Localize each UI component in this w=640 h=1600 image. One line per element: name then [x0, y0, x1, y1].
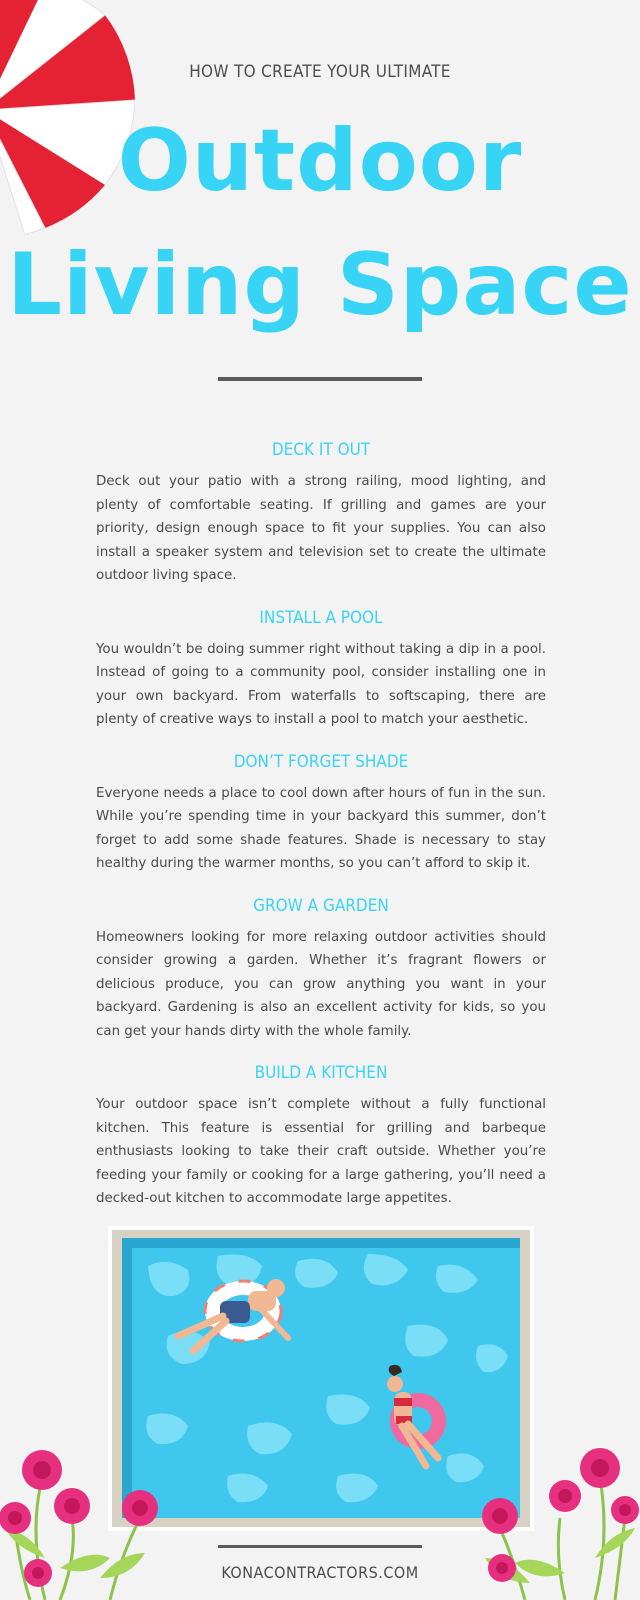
- article-content: [96, 440, 546, 1231]
- section-body: Deck out your patio with a strong railing, mood lighting, and plenty of comfortable seating. If grilling and games are your priority, design enough space to fit your supplies. You can also install a speaker system and television set to create the ultimate outdoor living space.: [96, 474, 546, 583]
- section-body: Everyone needs a place to cool down after hours of fun in the sun. While you’re spending time in your backyard this summer, don’t forget to add some shade features. Shade is necessary to stay healthy during the warmer months, so you can’t afford to skip it.: [96, 785, 546, 871]
- section-grow-a-garden: [96, 896, 546, 1044]
- page-title-line-1: Outdoor: [117, 111, 523, 211]
- section-body: Your outdoor space isn’t complete without a fully functional kitchen. This feature is essential for grilling and barbeque enthusiasts looking to take their craft outside. Whether you’re feeding your family or cooking for a large gathering, you’ll need a decked-out kitchen to accommodate large appetites.: [96, 1097, 546, 1206]
- section-body: Homeowners looking for more relaxing outdoor activities should consider growing a garden. Whether it’s fragrant flowers or delicious produce, you can grow anything you want in your backyard. Gardening is also an excellent activity for kids, so you can get your hands dirty with the whole family.: [96, 929, 546, 1039]
- section-heading: INSTALL A POOL: [259, 607, 383, 628]
- section-dont-forget-shade: [96, 752, 546, 876]
- section-heading: DECK IT OUT: [271, 440, 371, 460]
- page-title-line-2: Living Space: [7, 235, 633, 335]
- section-heading: DON’T FORGET SHADE: [233, 751, 409, 772]
- section-body: You wouldn’t be doing summer right without taking a dip in a pool. Instead of going to a community pool, consider installing one in your own backyard. From waterfalls to softscaping, there are plenty of creative ways to install a pool to match your aesthetic.: [96, 641, 546, 727]
- section-heading: BUILD A KITCHEN: [254, 1063, 388, 1083]
- section-heading: GROW A GARDEN: [253, 895, 389, 916]
- title-divider: [218, 377, 422, 381]
- footer-site[interactable]: KONACONTRACTORS.COM: [221, 1563, 419, 1582]
- section-build-a-kitchen: [96, 1063, 546, 1211]
- section-install-a-pool: [96, 608, 546, 732]
- title-kicker: HOW TO CREATE YOUR ULTIMATE: [189, 62, 451, 82]
- footer-divider: [218, 1545, 422, 1548]
- section-deck-it-out: [96, 440, 546, 588]
